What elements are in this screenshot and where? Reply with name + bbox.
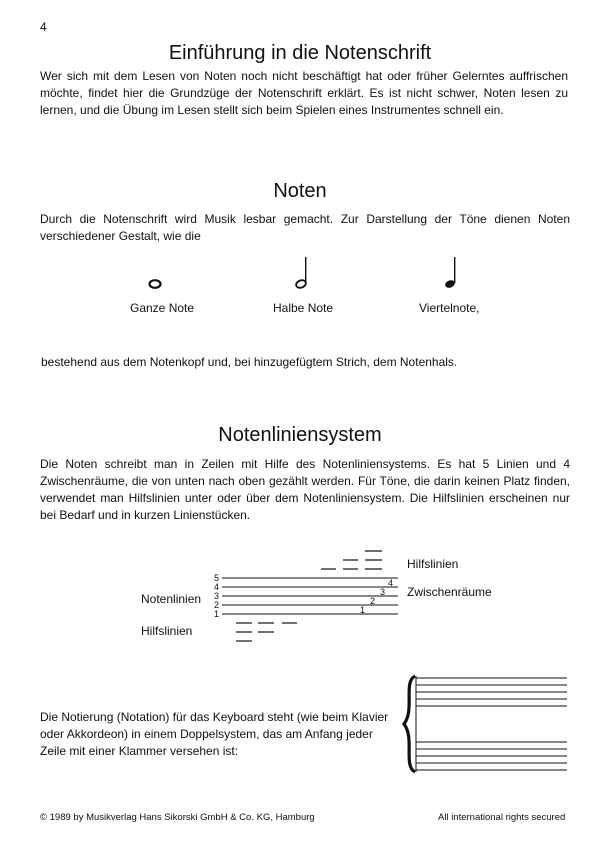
notenliniensystem-paragraph: Die Noten schreibt man in Zeilen mit Hilfe des Notenliniensystems. Es hat 5 Linien und 4 Zwischenräume, die von unten nach oben gezählt werden. Für Töne, die darin keinen Platz finden, verwendet man Hilfslinien unter oder über dem Notenliniensystem. Die Hilfslinien erscheinen nur bei Bedarf und in kurzen Linienstücken. bbox=[40, 457, 570, 522]
ledger-lines-below bbox=[236, 623, 297, 641]
noten-outro-paragraph: bestehend aus dem Notenkopf und, bei hinzugefügtem Strich, dem Notenhals. bbox=[41, 355, 458, 369]
upper-staff bbox=[416, 678, 567, 706]
ledger-lines-above bbox=[321, 551, 382, 569]
rights-notice: All international rights secured bbox=[438, 812, 566, 823]
line-number-2: 2 bbox=[214, 600, 220, 610]
label-viertelnote: Viertelnote, bbox=[419, 301, 480, 315]
notation-paragraph: Die Notierung (Notation) für das Keyboard steht (wie beim Klavier oder Akkordeon) in einem Doppelsystem, das am Anfang jeder Zeile mit einer Klammer versehen ist: bbox=[40, 710, 389, 758]
whole-note-icon bbox=[150, 280, 161, 288]
brace-icon bbox=[404, 676, 415, 772]
label-hilfslinien-above: Hilfslinien bbox=[407, 557, 459, 571]
label-zwischenraeume: Zwischenräume bbox=[407, 585, 492, 599]
section-title-notenliniensystem: Notenliniensystem bbox=[218, 424, 382, 446]
line-number-5: 5 bbox=[214, 573, 220, 583]
noten-intro-paragraph: Durch die Notenschrift wird Musik lesbar gemacht. Zur Darstellung der Töne dienen Noten verschiedener Gestalt, wie die bbox=[40, 212, 570, 243]
line-number-1: 1 bbox=[214, 609, 220, 619]
page-number: 4 bbox=[40, 20, 47, 34]
line-number-3: 3 bbox=[214, 591, 220, 601]
copyright-notice: © 1989 by Musikverlag Hans Sikorski GmbH & Co. KG, Hamburg bbox=[40, 812, 315, 823]
staff-diagram bbox=[0, 540, 600, 650]
space-number-1: 1 bbox=[360, 605, 366, 615]
label-notenlinien: Notenlinien bbox=[141, 592, 202, 606]
label-ganze-note: Ganze Note bbox=[130, 301, 195, 315]
space-number-2: 2 bbox=[370, 596, 376, 606]
label-halbe-note: Halbe Note bbox=[273, 301, 334, 315]
note-symbols bbox=[120, 255, 520, 295]
section-title-intro: Einführung in die Notenschrift bbox=[168, 42, 432, 64]
grand-staff bbox=[395, 670, 575, 780]
space-number-4: 4 bbox=[388, 578, 394, 588]
intro-paragraph: Wer sich mit dem Lesen von Noten noch nicht beschäftigt hat oder früher Gelerntes auffrischen möchte, findet hier die Grundzüge der Notenschrift erklärt. Es ist nicht schwer, Noten lesen zu lernen, und die Übung im Lesen stellt sich beim Spielen eines Instrumentes schnell ein. bbox=[40, 69, 568, 117]
label-hilfslinien-below: Hilfslinien bbox=[141, 624, 193, 638]
line-number-4: 4 bbox=[214, 582, 220, 592]
space-number-3: 3 bbox=[380, 587, 386, 597]
lower-staff bbox=[416, 742, 567, 770]
section-title-noten: Noten bbox=[273, 180, 327, 202]
